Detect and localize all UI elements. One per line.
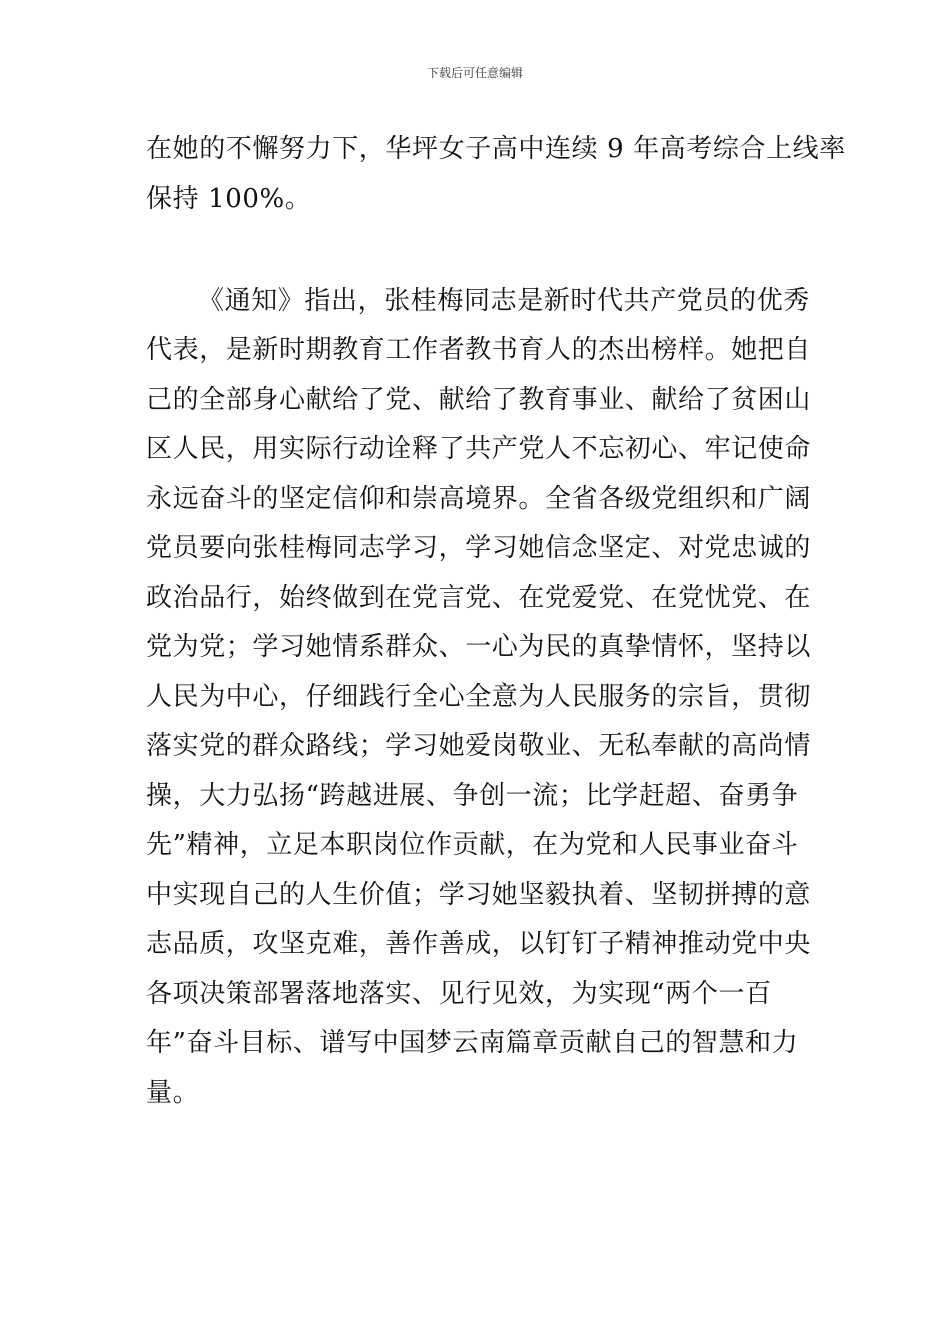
- paragraph-line: 操，大力弘扬“跨越进展、争创一流；比学赶超、奋勇争: [146, 781, 799, 811]
- paragraph-line: 中实现自己的人生价值；学习她坚毅执着、坚韧拼搏的意: [146, 880, 812, 910]
- paragraph-line: 保持 100%。: [146, 184, 312, 214]
- paragraph-line: 永远奋斗的坚定信仰和崇高境界。全省各级党组织和广阔: [146, 484, 812, 514]
- paragraph-line: 代表，是新时期教育工作者教书育人的杰出榜样。她把自: [146, 335, 812, 365]
- paragraph-line: 己的全部身心献给了党、献给了教育事业、献给了贫困山: [146, 385, 812, 415]
- paragraph-line: 党为党；学习她情系群众、一心为民的真挚情怀，坚持以: [146, 632, 812, 662]
- paragraph-line: 政治品行，始终做到在党言党、在党爱党、在党忧党、在: [146, 583, 812, 613]
- paragraph-line: 在她的不懈努力下，华坪女子高中连续 9 年高考综合上线率: [146, 134, 846, 164]
- paragraph-line: 先”精神，立足本职岗位作贡献，在为党和人民事业奋斗: [146, 830, 799, 860]
- paragraph-line: 志品质，攻坚克难，善作善成，以钉钉子精神推动党中央: [146, 929, 812, 959]
- paragraph-line: 人民为中心，仔细践行全心全意为人民服务的宗旨，贯彻: [146, 682, 812, 712]
- paragraph-line: 各项决策部署落地落实、见行见效，为实现“两个一百: [146, 979, 772, 1009]
- paragraph-line: 量。: [146, 1078, 200, 1108]
- paragraph-line: 年”奋斗目标、谱写中国梦云南篇章贡献自己的智慧和力: [146, 1028, 799, 1058]
- paragraph-line: 《通知》指出，张桂梅同志是新时代共产党员的优秀: [198, 286, 810, 316]
- paragraph-line: 落实党的群众路线；学习她爱岗敬业、无私奉献的高尚情: [146, 731, 812, 761]
- page-header-note: 下载后可任意编辑: [426, 66, 523, 80]
- paragraph-line: 区人民，用实际行动诠释了共产党人不忘初心、牢记使命: [146, 434, 812, 464]
- paragraph-line: 党员要向张桂梅同志学习，学习她信念坚定、对党忠诚的: [146, 533, 812, 563]
